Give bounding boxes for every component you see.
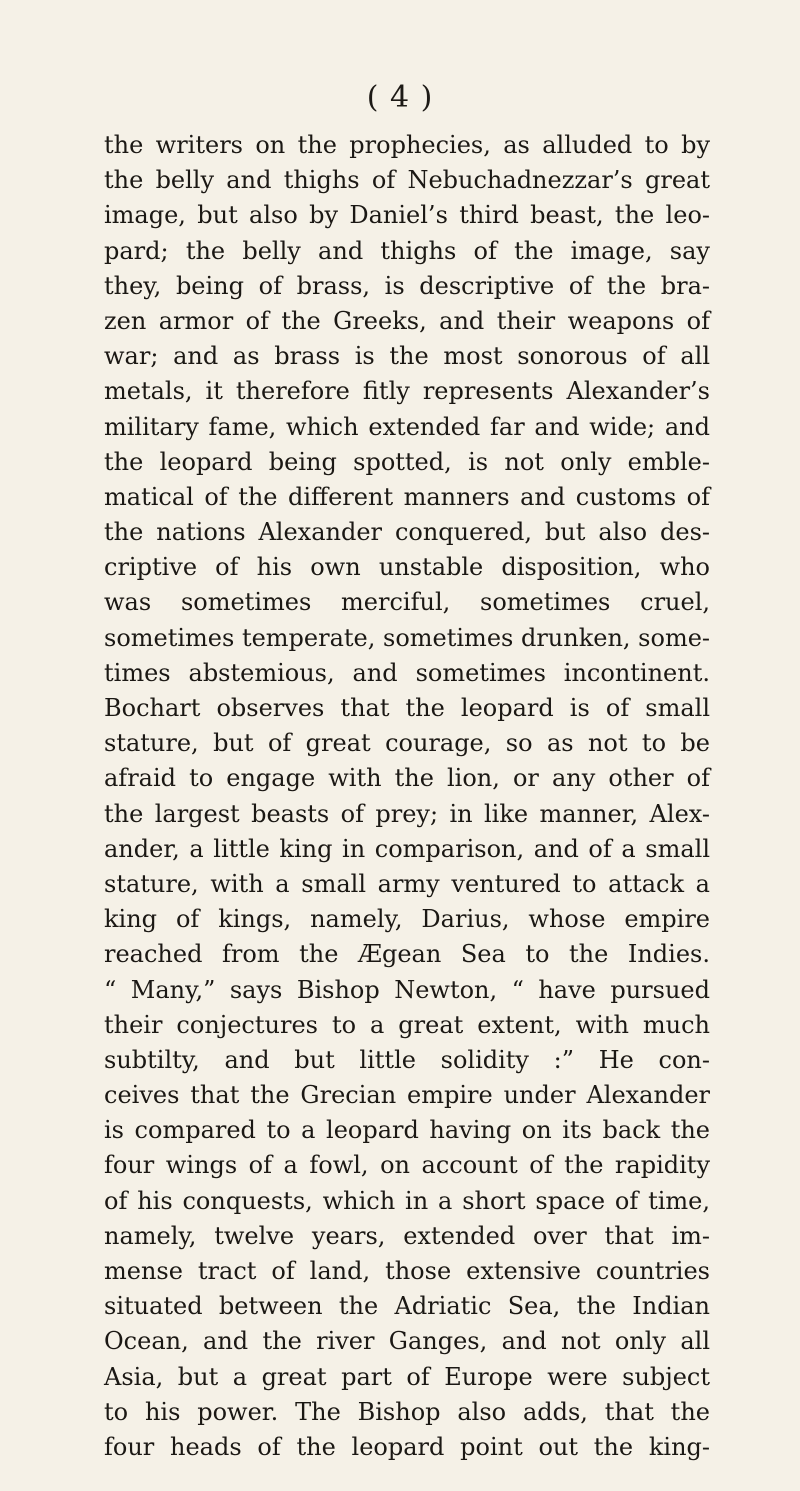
text-line-26: their conjectures to a great extent, with much: [104, 1010, 710, 1039]
text-line-19: afraid to engage with the lion, or any other of: [104, 764, 710, 793]
text-line-5: they, being of brass, is descriptive of the bra-: [104, 271, 710, 300]
text-line-31: of his conquests, which in a short space of time,: [104, 1186, 710, 1215]
text-line-17: Bochart observes that the leopard is of small: [104, 694, 710, 722]
page-number: ( 4 ): [366, 80, 434, 115]
text-line-23: king of kings, namely, Darius, whose empire: [104, 905, 710, 934]
body-text: [104, 128, 710, 1465]
text-line-7: war; and as brass is the most sonorous of all: [104, 342, 710, 371]
text-line-24: reached from the Ægean Sea to the Indies.: [104, 940, 710, 969]
text-line-4: pard; the belly and thighs of the image, say: [104, 236, 710, 265]
text-line-38: four heads of the leopard point out the king-: [104, 1432, 710, 1461]
text-line-37: to his power. The Bishop also adds, that the: [104, 1397, 710, 1426]
text-line-20: the largest beasts of prey; in like manner, Alex-: [104, 799, 710, 828]
text-line-9: military fame, which extended far and wide; and: [104, 412, 710, 441]
text-line-13: criptive of his own unstable disposition, who: [104, 553, 710, 582]
text-line-18: stature, but of great courage, so as not to be: [104, 729, 710, 758]
text-line-33: mense tract of land, those extensive countries: [104, 1257, 710, 1285]
text-line-28: ceives that the Grecian empire under Alexander: [104, 1081, 710, 1110]
text-line-25: “ Many,” says Bishop Newton, “ have pursued: [104, 975, 710, 1004]
text-line-35: Ocean, and the river Ganges, and not only all: [104, 1327, 710, 1356]
text-line-10: the leopard being spotted, is not only emble-: [104, 447, 710, 476]
text-line-2: the belly and thighs of Nebuchadnezzar’s great: [104, 166, 710, 195]
text-line-27: subtilty, and but little solidity :” He con-: [104, 1045, 710, 1074]
text-line-36: Asia, but a great part of Europe were subject: [104, 1362, 710, 1391]
text-line-14: was sometimes merciful, sometimes cruel,: [104, 588, 710, 617]
text-line-11: matical of the different manners and customs of: [104, 482, 710, 511]
text-line-1: the writers on the prophecies, as alluded to by: [104, 131, 710, 159]
text-line-3: image, but also by Daniel’s third beast, the leo-: [104, 201, 710, 230]
text-line-16: times abstemious, and sometimes incontinent.: [104, 658, 710, 687]
text-line-30: four wings of a fowl, on account of the rapidity: [104, 1151, 710, 1180]
text-line-21: ander, a little king in comparison, and of a small: [104, 834, 710, 863]
text-line-34: situated between the Adriatic Sea, the Indian: [104, 1292, 710, 1321]
text-line-6: zen armor of the Greeks, and their weapons of: [104, 306, 710, 335]
text-line-8: metals, it therefore fitly represents Alexander’s: [104, 377, 710, 406]
text-line-15: sometimes temperate, sometimes drunken, some-: [104, 623, 711, 652]
text-line-32: namely, twelve years, extended over that im-: [104, 1221, 710, 1250]
text-line-22: stature, with a small army ventured to attack a: [104, 869, 710, 898]
text-line-12: the nations Alexander conquered, but also des-: [104, 518, 710, 547]
text-line-29: is compared to a leopard having on its back the: [104, 1116, 710, 1145]
